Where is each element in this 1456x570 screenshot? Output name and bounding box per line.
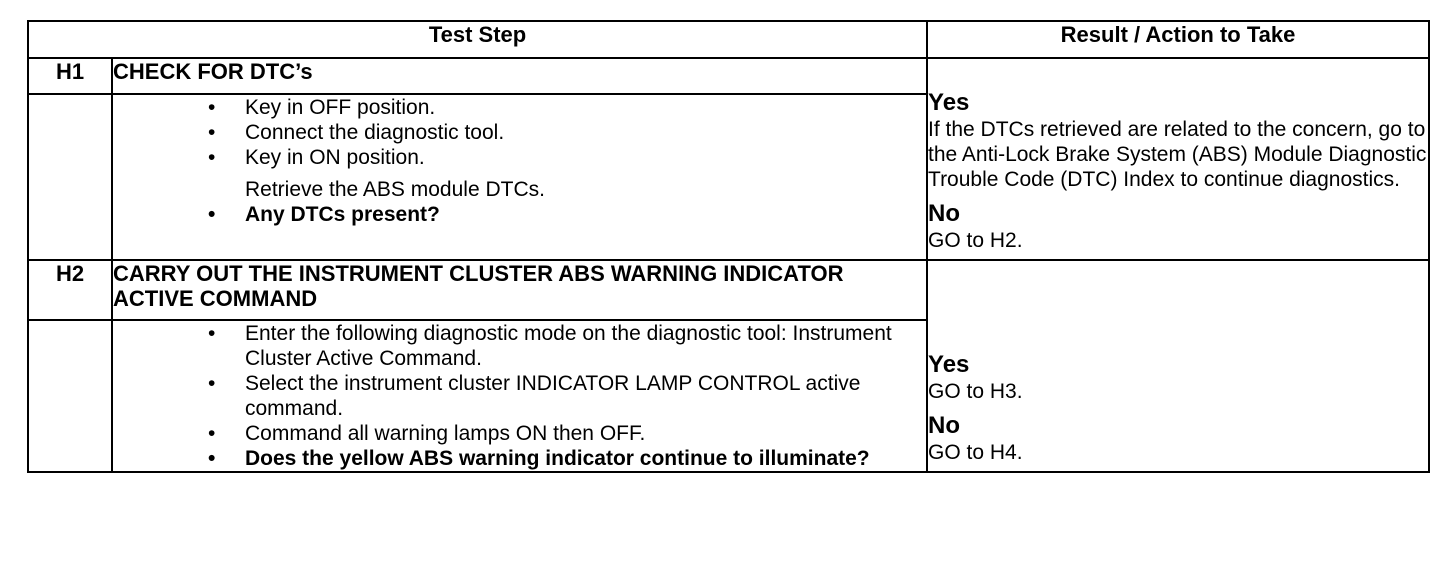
step-h1-title-row [28,58,1429,94]
step-h2-title-row [28,260,1429,320]
bullet-icon: • [208,322,216,345]
bullet-icon: • [208,146,216,169]
step-title: CHECK FOR DTC’s [112,58,927,94]
step-number-blank [28,320,112,472]
step-number: H1 [28,58,112,94]
step-h1-instructions [112,94,927,260]
bullet-icon: • [208,203,216,226]
diagnostic-procedure-table [27,20,1430,473]
step-h1-result [927,58,1429,260]
step-number: H2 [28,260,112,320]
step-title: CARRY OUT THE INSTRUMENT CLUSTER ABS WARNING INDICATOR ACTIVE COMMAND [112,260,927,320]
header-row [28,21,1429,58]
bullet-icon: • [208,372,216,395]
instruction-item [113,95,926,120]
bullet-icon: • [208,121,216,144]
result-no-text: GO to H2. [928,229,1023,252]
instruction-text: Command all warning lamps ON then OFF. [245,422,646,445]
result-no-label: No [928,412,961,439]
result-no-text: GO to H4. [928,441,1023,464]
instruction-item [113,421,926,446]
result-yes-text: If the DTCs retrieved are related to the concern, go to the Anti-Lock Brake System (ABS) Module Diagnostic Trouble Code (DTC) Index to continue diagnostics. [928,118,1427,191]
instruction-text: Retrieve the ABS module DTCs. [245,178,545,201]
bullet-icon: • [208,422,216,445]
instruction-question [113,446,926,471]
instruction-text: Enter the following diagnostic mode on the diagnostic tool: Instrument Cluster Active Command. [245,322,892,370]
step-h2-instructions [112,320,927,472]
result-yes-label: Yes [928,89,970,116]
instruction-item [113,177,926,202]
result-no-label: No [928,200,961,227]
instruction-text: Select the instrument cluster INDICATOR LAMP CONTROL active command. [245,372,861,420]
bullet-icon: • [208,96,216,119]
bullet-icon: • [208,447,216,470]
step-h2-result [927,260,1429,472]
instruction-text: Key in ON position. [245,146,425,169]
instruction-text: Connect the diagnostic tool. [245,121,505,144]
instruction-item [113,371,926,421]
instruction-item [113,321,926,371]
step-number-blank [28,94,112,260]
instruction-text: Any DTCs present? [245,203,440,226]
result-yes-text: GO to H3. [928,380,1023,403]
result-yes-label: Yes [928,351,970,378]
instruction-text: Key in OFF position. [245,96,436,119]
instruction-question [113,202,926,227]
result-header: Result / Action to Take [927,21,1429,58]
instruction-item [113,145,926,170]
instruction-item [113,120,926,145]
test-step-header: Test Step [28,21,927,58]
instruction-text: Does the yellow ABS warning indicator continue to illuminate? [245,447,870,470]
